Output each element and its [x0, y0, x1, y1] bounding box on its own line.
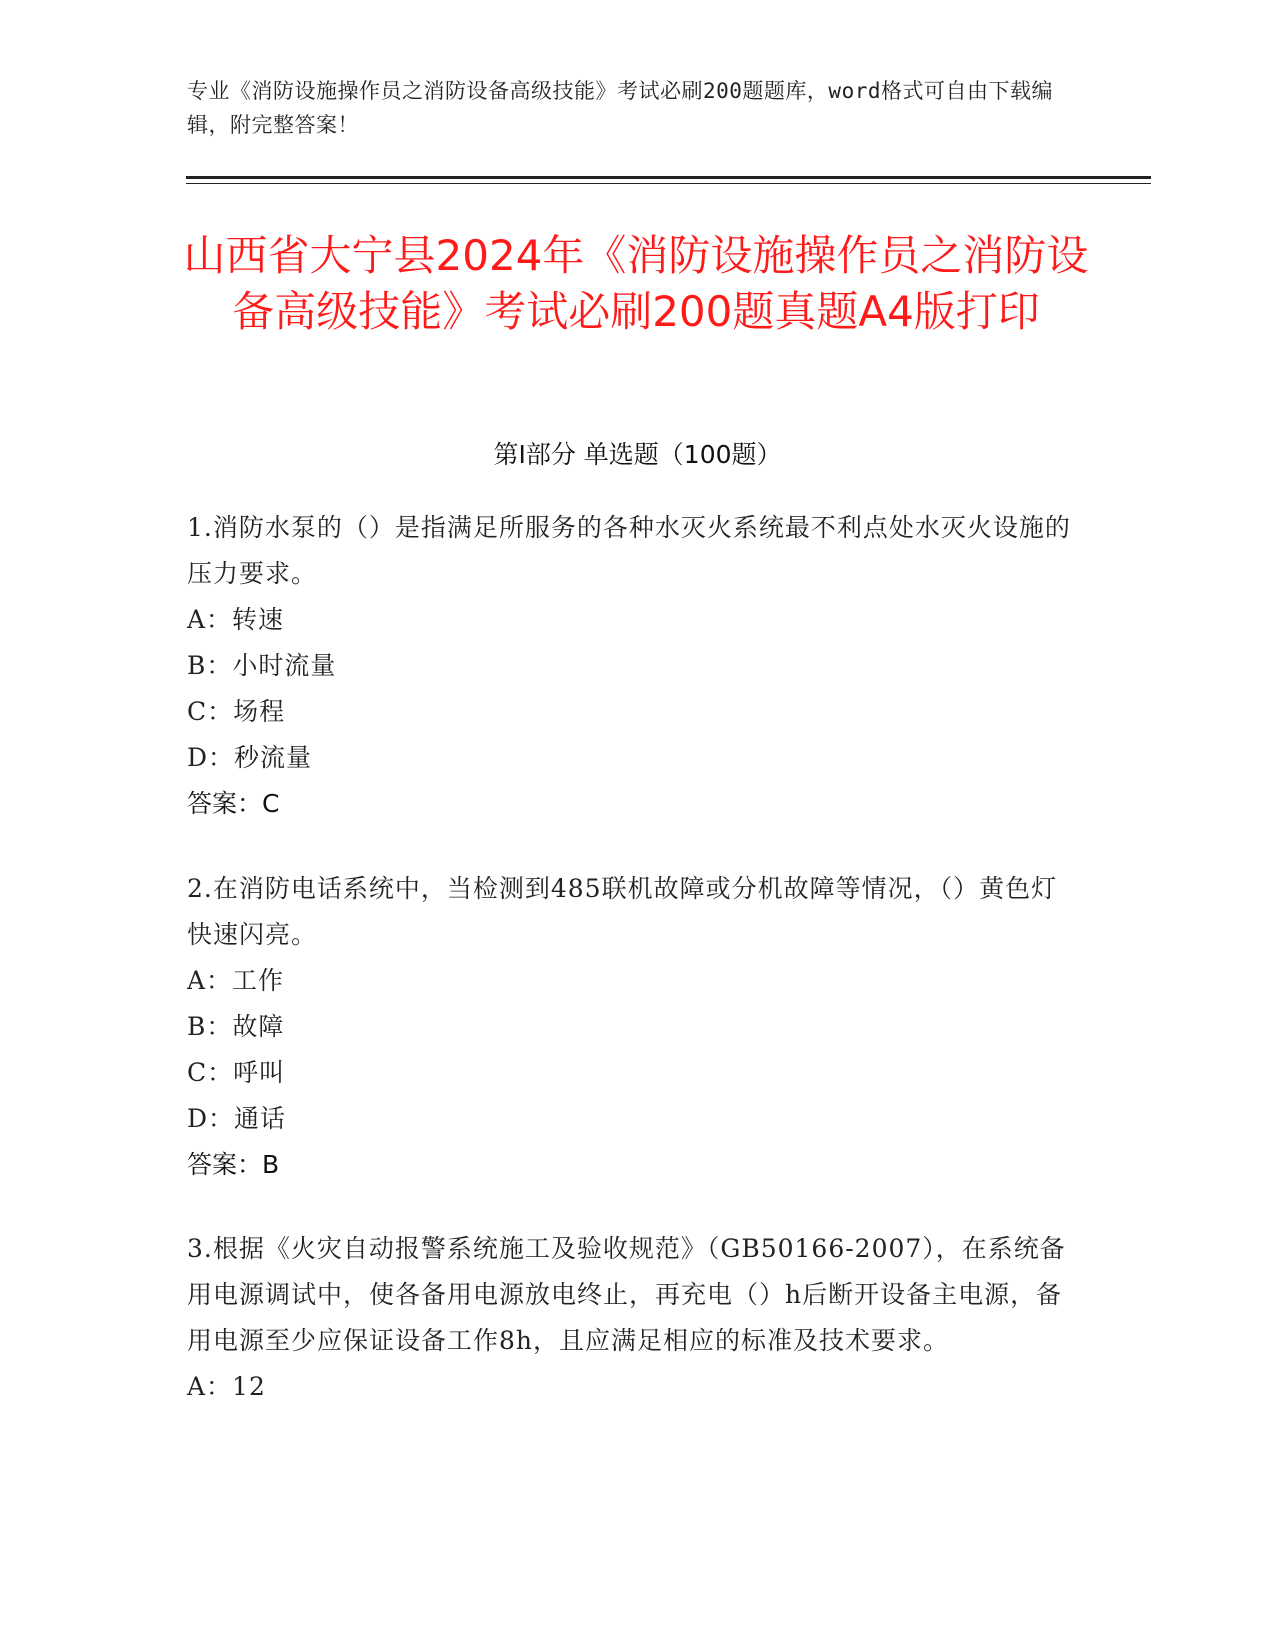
answer: 答案：C [187, 789, 280, 818]
option-a: A：12 [187, 1372, 266, 1401]
option-b: B：故障 [187, 1012, 285, 1041]
document-title: 山西省大宁县2024年《消防设施操作员之消防设备高级技能》考试必刷200题真题A4版打印 [183, 231, 1089, 336]
option-c: C：场程 [187, 697, 286, 726]
option-b: B：小时流量 [187, 651, 337, 680]
option-d: D：秒流量 [187, 743, 313, 772]
option-a: A：转速 [187, 605, 285, 634]
question-2 [187, 866, 1077, 1188]
option-d: D：通话 [187, 1104, 287, 1133]
question-1 [187, 505, 1077, 827]
question-text: 3.根据《火灾自动报警系统施工及验收规范》（GB50166-2007），在系统备用电源调试中，使各备用电源放电终止，再充电（）h后断开设备主电源，备用电源至少应保证设备工作8h，且应满足相应的标准及技术要求。 [187, 1234, 1066, 1355]
answer: 答案：B [187, 1150, 280, 1179]
question-text: 1.消防水泵的（）是指满足所服务的各种水灭火系统最不利点处水灭火设施的压力要求。 [187, 513, 1071, 588]
option-c: C：呼叫 [187, 1058, 286, 1087]
option-a: A：工作 [187, 966, 285, 995]
header-note: 专业《消防设施操作员之消防设备高级技能》考试必刷200题题库，word格式可自由下载编辑，附完整答案！ [187, 79, 1053, 137]
header-divider-thick [186, 176, 1151, 179]
question-3 [187, 1226, 1077, 1410]
section-title: 第I部分 单选题（100题） [493, 440, 782, 469]
question-text: 2.在消防电话系统中，当检测到485联机故障或分机故障等情况，（）黄色灯快速闪亮。 [187, 874, 1058, 949]
header-divider-thin [186, 183, 1151, 184]
